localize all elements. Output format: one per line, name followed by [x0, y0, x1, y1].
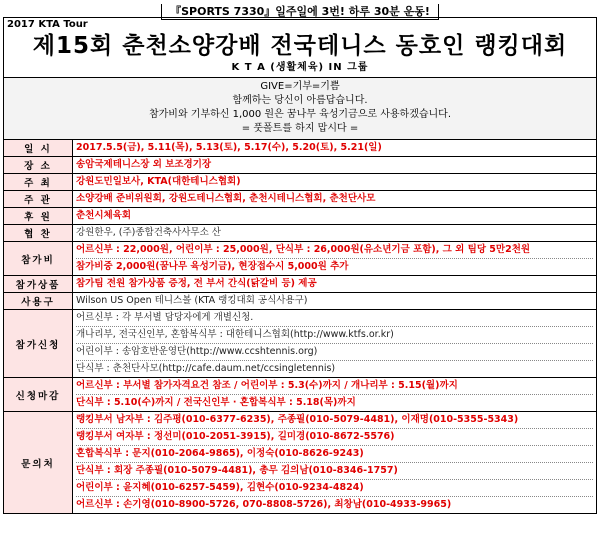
contact-line: 혼합복식부 : 문지(010-2064-9865), 이정숙(010-8626-9243) — [76, 445, 593, 462]
table-row — [4, 174, 596, 191]
apply-line: 어르신부 : 각 부서별 담당자에게 개별신청. — [76, 312, 254, 323]
row-label-deadline: 신청마감 — [4, 378, 73, 412]
deadline-line: 어르신부 : 부서별 참가자격요건 참조 / 어린이부 : 5.3(수)까지 / 개나리부 : 5.15(월)까지 — [76, 380, 458, 391]
deadline-line: 단식부 : 5.10(수)까지 / 전국신인부 · 혼합복식부 : 5.18(목)까지 — [76, 394, 593, 411]
contact-line: 랭킹부서 여자부 : 정선미(010-2051-3915), 길미경(010-8672-5576) — [76, 428, 593, 445]
deadline-value — [73, 378, 597, 412]
info-table — [4, 139, 596, 513]
slogan-bar — [0, 0, 600, 17]
contact-line: 랭킹부서 남자부 : 김주평(010-6377-6235), 주종필(010-5079-4481), 이재명(010-5355-5343) — [76, 414, 519, 425]
intro-line: 함께하는 당신이 아름답습니다. — [232, 95, 368, 106]
row-label-sponsor: 후 원 — [4, 208, 73, 225]
page-title: 제15회 춘천소양강배 전국테니스 동호인 랭킹대회 — [32, 33, 568, 59]
event-notice — [3, 17, 597, 514]
tour-label: 2017 KTA Tour — [7, 19, 88, 30]
venue-value: 송암국제테니스장 외 보조경기장 — [73, 157, 597, 174]
fee-value — [73, 242, 597, 276]
intro-line: = 풋폴트를 하지 맙시다 = — [241, 123, 359, 134]
row-label-apply: 참가신청 — [4, 310, 73, 378]
fee-line: 참가비중 2,000원(꿈나무 육성기금), 현장접수시 5,000원 추가 — [76, 258, 593, 275]
host-value: 강원도민일보사, KTA(대한테니스협회) — [73, 174, 597, 191]
table-row — [4, 242, 596, 276]
prize-value: 참가팀 전원 참가상품 증정, 전 부서 간식(닭갈비 등) 제공 — [73, 276, 597, 293]
sponsor-value: 춘천시체육회 — [73, 208, 597, 225]
intro-box — [4, 77, 596, 139]
table-row — [4, 225, 596, 242]
apply-line: 개나리부, 전국신인부, 혼합복식부 : 대한테니스협회(http://www.ktfs.or.kr) — [76, 326, 593, 343]
row-label-date: 일 시 — [4, 140, 73, 157]
row-label-prize: 참가상품 — [4, 276, 73, 293]
row-label-host: 주 최 — [4, 174, 73, 191]
table-row — [4, 208, 596, 225]
row-label-organizer: 주 관 — [4, 191, 73, 208]
table-row — [4, 293, 596, 310]
table-row — [4, 310, 596, 378]
row-label-contact: 문의처 — [4, 412, 73, 514]
contact-value — [73, 412, 597, 514]
contact-line: 어린이부 : 윤지혜(010-6257-5459), 김현수(010-9234-4824) — [76, 479, 593, 496]
intro-line: GIVE=기부=기쁨 — [260, 81, 340, 92]
apply-line: 어린이부 : 송암호반운영단(http://www.ccshtennis.org) — [76, 343, 593, 360]
contact-line: 어르신부 : 손기영(010-8900-5726, 070-8808-5726), 최창남(010-4933-9965) — [76, 496, 593, 513]
row-label-fee: 참가비 — [4, 242, 73, 276]
table-row — [4, 140, 596, 157]
table-row — [4, 412, 596, 514]
table-row — [4, 378, 596, 412]
row-label-ball: 사용구 — [4, 293, 73, 310]
date-value: 2017.5.5(금), 5.11(목), 5.13(토), 5.17(수), 5.20(토), 5.21(일) — [73, 140, 597, 157]
slogan: 『SPORTS 7330』일주일에 3번! 하루 30분 운동! — [161, 4, 439, 20]
support-value: 강원한우, (주)종합건축사사무소 산 — [73, 225, 597, 242]
row-label-venue: 장 소 — [4, 157, 73, 174]
apply-line: 단식부 : 춘천단사모(http://cafe.daum.net/ccsingletennis) — [76, 360, 593, 377]
apply-value — [73, 310, 597, 378]
ball-value: Wilson US Open 테니스볼 (KTA 랭킹대회 공식사용구) — [73, 293, 597, 310]
organizer-value: 소양강배 준비위원회, 강원도테니스협회, 춘천시테니스협회, 춘천단사모 — [73, 191, 597, 208]
table-row — [4, 276, 596, 293]
contact-line: 단식부 : 회장 주종필(010-5079-4481), 총무 김의남(010-8346-1757) — [76, 462, 593, 479]
intro-line: 참가비와 기부하신 1,000 원은 꿈나무 육성기금으로 사용하겠습니다. — [148, 109, 452, 120]
table-row — [4, 157, 596, 174]
row-label-support: 협 찬 — [4, 225, 73, 242]
subtitle: K T A (생활체육) IN 그룹 — [231, 62, 369, 73]
fee-line: 어르신부 : 22,000원, 어린이부 : 25,000원, 단식부 : 26,000원(유소년기금 포함), 그 외 팀당 5만2천원 — [76, 244, 531, 255]
table-row — [4, 191, 596, 208]
